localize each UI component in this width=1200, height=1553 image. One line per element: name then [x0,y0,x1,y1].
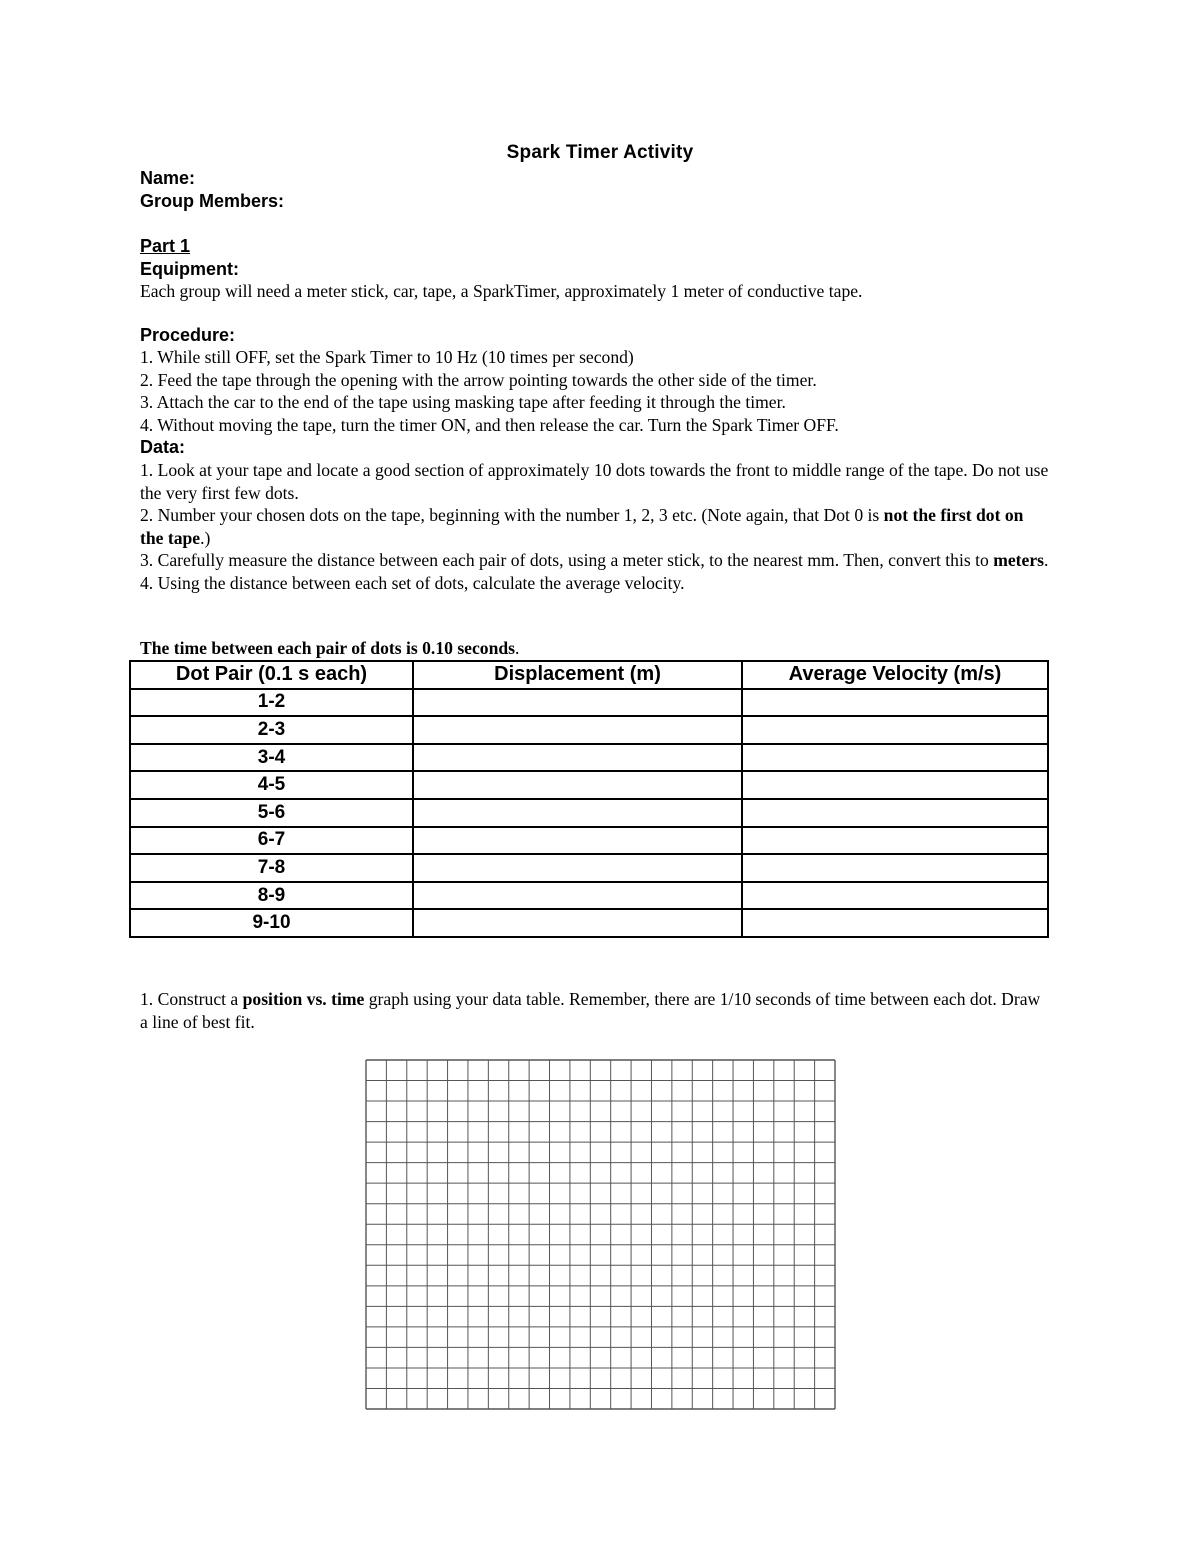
table-row [130,716,1048,744]
table-row [130,744,1048,772]
part1-heading: Part 1 [140,236,191,256]
table-row [130,854,1048,882]
dot-pair-cell: 2-3 [130,716,413,744]
column-header-dot-pair: Dot Pair (0.1 s each) [130,661,413,689]
procedure-label: Procedure: [140,325,236,345]
displacement-cell[interactable] [413,882,742,910]
dot-pair-cell: 9-10 [130,909,413,937]
name-label: Name: [140,168,196,188]
graph-grid [364,1058,838,1412]
column-header-displacement: Displacement (m) [413,661,742,689]
column-header-average-velocity: Average Velocity (m/s) [742,661,1048,689]
table-row [130,827,1048,855]
data-steps [140,459,1050,594]
dot-pair-cell: 8-9 [130,882,413,910]
displacement-cell[interactable] [413,689,742,717]
average-velocity-cell[interactable] [742,689,1048,717]
average-velocity-cell[interactable] [742,716,1048,744]
displacement-cell[interactable] [413,744,742,772]
page-title: Spark Timer Activity [506,142,694,163]
dot-pair-cell: 3-4 [130,744,413,772]
displacement-cell[interactable] [413,799,742,827]
question-1: 1. Construct a position vs. time graph using your data table. Remember, there are 1/10 seconds of time between each dot. Draw a line of best fit. [140,989,1041,1032]
group-members-label: Group Members: [140,191,285,211]
displacement-cell[interactable] [413,771,742,799]
average-velocity-cell[interactable] [742,909,1048,937]
data-step-4: 4. Using the distance between each set of dots, calculate the average velocity. [140,572,685,593]
dot-pair-cell: 5-6 [130,799,413,827]
average-velocity-cell[interactable] [742,771,1048,799]
dot-pair-cell: 7-8 [130,854,413,882]
table-row [130,771,1048,799]
average-velocity-cell[interactable] [742,744,1048,772]
table-row [130,799,1048,827]
table-row [130,882,1048,910]
dot-pair-cell: 1-2 [130,689,413,717]
equipment-label: Equipment: [140,259,239,279]
table-header-row [130,661,1048,689]
displacement-cell[interactable] [413,909,742,937]
procedure-step: 4. Without moving the tape, turn the timer ON, and then release the car. Turn the Spark Timer OFF. [140,414,839,435]
dot-pair-cell: 6-7 [130,827,413,855]
table-row [130,689,1048,717]
displacement-cell[interactable] [413,716,742,744]
procedure-step: 3. Attach the car to the end of the tape using masking tape after feeding it through the timer. [140,392,786,412]
data-step-3: 3. Carefully measure the distance between each pair of dots, using a meter stick, to the nearest mm. Then, convert this to meters. [140,550,1049,570]
equipment-text: Each group will need a meter stick, car, tape, a SparkTimer, approximately 1 meter of conductive tape. [140,281,863,301]
displacement-cell[interactable] [413,827,742,855]
data-label: Data: [140,437,186,457]
data-step-1: 1. Look at your tape and locate a good section of approximately 10 dots towards the front to middle range of the tape. Do not use the very first few dots. [140,460,1049,503]
procedure-step: 1. While still OFF, set the Spark Timer to 10 Hz (10 times per second) [140,347,634,367]
table-row [130,909,1048,937]
data-step-2: 2. Number your chosen dots on the tape, beginning with the number 1, 2, 3 etc. (Note again, that Dot 0 is not the first dot on the tape.) [140,505,1024,548]
time-note: The time between each pair of dots is 0.10 seconds. [140,638,520,658]
dot-pair-cell: 4-5 [130,771,413,799]
procedure-steps [140,346,1050,436]
procedure-step: 2. Feed the tape through the opening with the arrow pointing towards the other side of the timer. [140,369,817,390]
average-velocity-cell[interactable] [742,827,1048,855]
average-velocity-cell[interactable] [742,882,1048,910]
average-velocity-cell[interactable] [742,799,1048,827]
data-table [129,660,1049,938]
average-velocity-cell[interactable] [742,854,1048,882]
displacement-cell[interactable] [413,854,742,882]
